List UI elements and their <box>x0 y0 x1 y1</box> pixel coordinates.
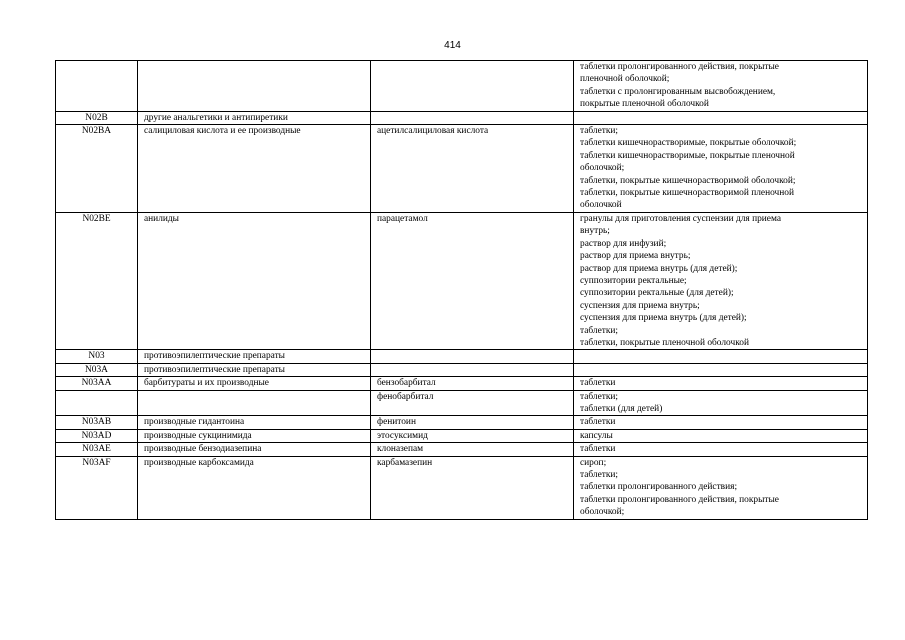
dosage-forms-cell <box>574 350 868 363</box>
table-row <box>56 61 868 112</box>
dosage-form-line: внутрь; <box>580 226 610 237</box>
atc-code-cell: N03 <box>56 350 138 363</box>
table-row <box>56 429 868 442</box>
dosage-form-line: таблетки, покрытые пленочной оболочкой <box>580 337 749 348</box>
dosage-forms-cell <box>574 429 868 442</box>
group-cell: производные гидантоина <box>138 416 371 429</box>
dosage-form-line: сироп; <box>580 457 607 468</box>
table-row <box>56 363 868 376</box>
dosage-forms-cell <box>574 390 868 416</box>
dosage-form-line: таблетки <box>580 417 616 428</box>
table-row <box>56 125 868 213</box>
group-cell: анилиды <box>138 212 371 349</box>
drug-table-body <box>56 61 868 520</box>
atc-code-cell: N03AA <box>56 377 138 390</box>
atc-code-cell: N03AF <box>56 456 138 519</box>
dosage-form-line: таблетки; <box>580 470 619 480</box>
dosage-form-line: таблетки пролонгированного действия, покрытые <box>580 62 779 72</box>
substance-cell <box>371 111 574 124</box>
dosage-forms-cell <box>574 125 868 213</box>
dosage-forms-cell <box>574 377 868 390</box>
substance-cell <box>371 350 574 363</box>
dosage-form-line: оболочкой; <box>580 163 625 174</box>
dosage-form-line: таблетки, покрытые кишечнорастворимой пленочной <box>580 188 794 199</box>
dosage-form-line: суппозитории ректальные (для детей); <box>580 288 734 299</box>
dosage-form-line: таблетки с пролонгированным высвобождением, <box>580 86 776 97</box>
atc-code-cell: N03AB <box>56 416 138 429</box>
substance-cell: фенитоин <box>371 416 574 429</box>
dosage-form-line: таблетки пролонгированного действия; <box>580 482 738 493</box>
dosage-forms-cell <box>574 456 868 519</box>
group-cell: барбитураты и их производные <box>138 377 371 390</box>
dosage-form-line: таблетки (для детей) <box>580 403 663 414</box>
group-cell: салициловая кислота и ее производные <box>138 125 371 213</box>
group-cell: противоэпилептические препараты <box>138 363 371 376</box>
dosage-forms-cell <box>574 212 868 349</box>
table-row <box>56 443 868 456</box>
group-cell <box>138 390 371 416</box>
atc-code-cell <box>56 61 138 112</box>
dosage-forms-cell <box>574 443 868 456</box>
group-cell: производные сукцинимида <box>138 429 371 442</box>
dosage-form-line: таблетки пролонгированного действия, покрытые <box>580 494 779 505</box>
group-cell: противоэпилептические препараты <box>138 350 371 363</box>
dosage-form-line: пленочной оболочкой; <box>580 74 670 85</box>
substance-cell: этосуксимид <box>371 429 574 442</box>
dosage-form-line: таблетки <box>580 444 616 455</box>
table-row <box>56 377 868 390</box>
dosage-form-line: суспензия для приема внутрь (для детей); <box>580 313 747 324</box>
drug-table <box>55 60 868 520</box>
atc-code-cell: N03AE <box>56 443 138 456</box>
dosage-form-line: таблетки; <box>580 391 619 402</box>
dosage-form-line: таблетки кишечнорастворимые, покрытые пленочной <box>580 150 795 161</box>
dosage-form-line: оболочкой; <box>580 507 625 518</box>
substance-cell: фенобарбитал <box>371 390 574 416</box>
atc-code-cell: N03AD <box>56 429 138 442</box>
table-row <box>56 390 868 416</box>
dosage-form-line: раствор для приема внутрь; <box>580 251 691 262</box>
dosage-form-line: раствор для приема внутрь (для детей); <box>580 263 738 274</box>
group-cell: производные бензодиазепина <box>138 443 371 456</box>
page-number: 414 <box>444 40 461 51</box>
dosage-form-line: капсулы <box>580 430 613 441</box>
atc-code-cell: N03A <box>56 363 138 376</box>
dosage-form-line: раствор для инфузий; <box>580 238 667 249</box>
table-row <box>56 212 868 349</box>
dosage-form-line: таблетки; <box>580 126 619 137</box>
substance-cell <box>371 61 574 112</box>
table-row <box>56 350 868 363</box>
dosage-form-line: суппозитории ректальные; <box>580 275 687 286</box>
atc-code-cell: N02BA <box>56 125 138 213</box>
atc-code-cell: N02BE <box>56 212 138 349</box>
table-row <box>56 456 868 519</box>
table-row <box>56 111 868 124</box>
atc-code-cell <box>56 390 138 416</box>
dosage-form-line: покрытые пленочной оболочкой <box>580 99 709 110</box>
dosage-form-line: оболочкой <box>580 200 622 211</box>
dosage-form-line: суспензия для приема внутрь; <box>580 300 700 311</box>
atc-code-cell: N02B <box>56 111 138 124</box>
dosage-form-line: таблетки кишечнорастворимые, покрытые оболочкой; <box>580 138 797 149</box>
group-cell <box>138 61 371 112</box>
dosage-forms-cell <box>574 363 868 376</box>
substance-cell <box>371 363 574 376</box>
substance-cell: карбамазепин <box>371 456 574 519</box>
dosage-forms-cell <box>574 416 868 429</box>
group-cell: производные карбоксамида <box>138 456 371 519</box>
table-row <box>56 416 868 429</box>
dosage-form-line: гранулы для приготовления суспензии для приема <box>580 213 781 224</box>
substance-cell: парацетамол <box>371 212 574 349</box>
group-cell: другие анальгетики и антипиретики <box>138 111 371 124</box>
substance-cell: ацетилсалициловая кислота <box>371 125 574 213</box>
substance-cell: клоназепам <box>371 443 574 456</box>
dosage-forms-cell <box>574 111 868 124</box>
dosage-form-line: таблетки, покрытые кишечнорастворимой оболочкой; <box>580 175 796 186</box>
substance-cell: бензобарбитал <box>371 377 574 390</box>
dosage-form-line: таблетки <box>580 378 616 389</box>
dosage-form-line: таблетки; <box>580 325 619 336</box>
dosage-forms-cell <box>574 61 868 112</box>
